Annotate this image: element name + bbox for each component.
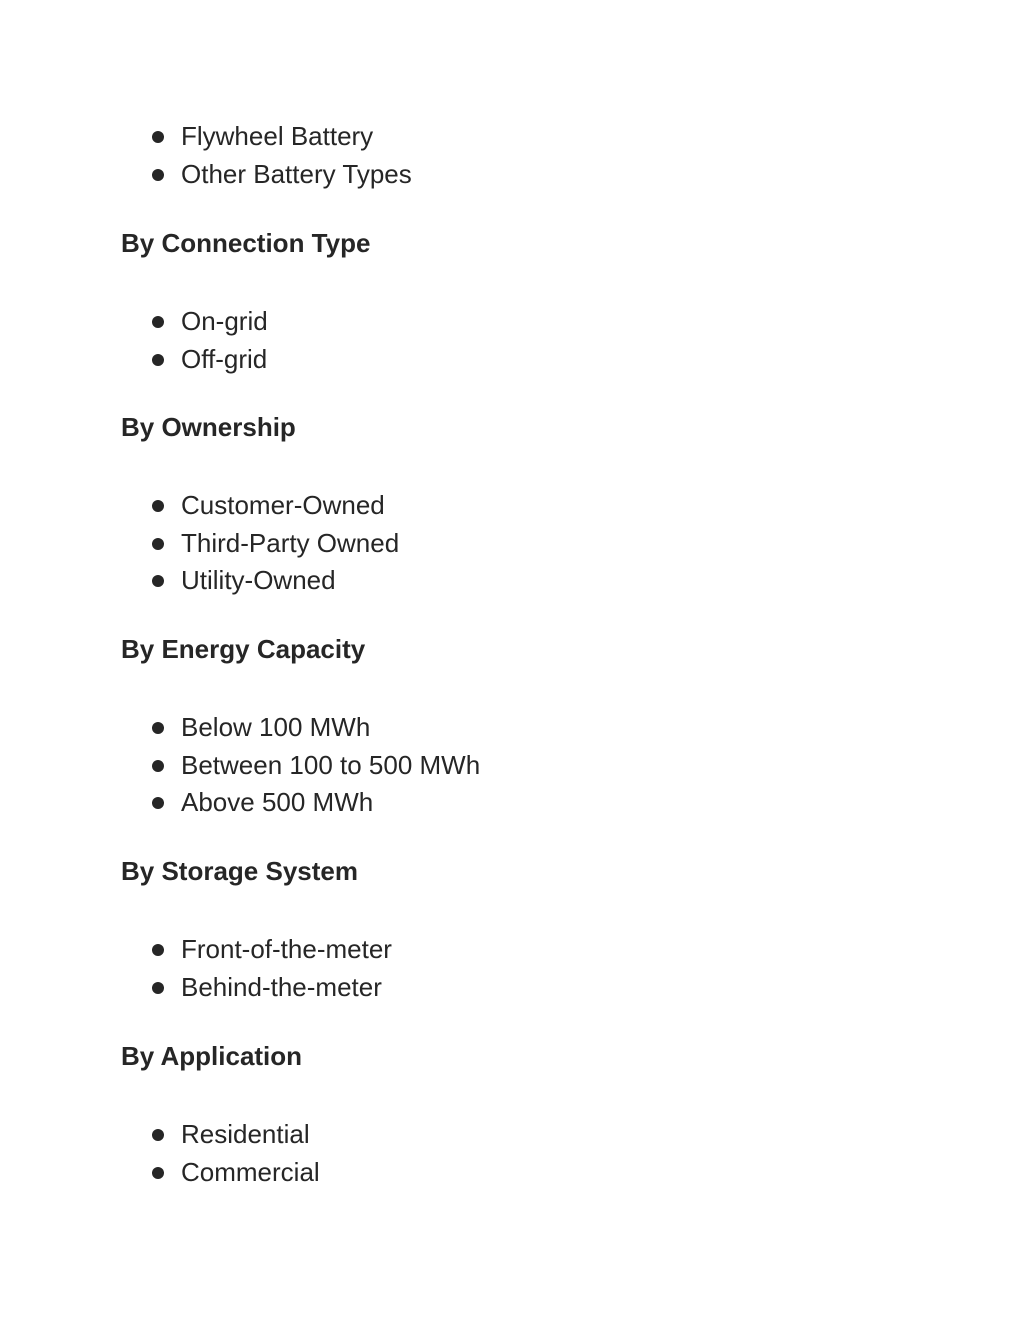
list-item [152,784,480,822]
bullet-icon [152,797,164,809]
list-item [152,562,399,600]
list-item [152,156,412,194]
bullet-icon [152,982,164,994]
list-item-label: Front-of-the-meter [181,934,392,964]
bullet-icon [152,316,164,328]
ownership-list [152,487,399,600]
connection-type-list [152,303,268,378]
list-item-label: Flywheel Battery [181,121,374,151]
bullet-icon [152,944,164,956]
list-item [152,118,412,156]
list-item-label: Commercial [181,1156,320,1187]
list-item-label: Utility-Owned [181,565,336,596]
list-item-label: Off-grid [181,343,268,374]
energy-capacity-list [152,709,480,822]
bullet-icon [152,760,164,772]
section-heading-ownership: By Ownership [121,412,296,442]
list-item-label: Customer-Owned [181,490,385,520]
list-item [152,1116,320,1154]
list-item [152,969,392,1007]
list-item-label: Third-Party Owned [181,527,400,558]
list-item [152,931,392,969]
list-item-label: Other Battery Types [181,158,412,189]
list-item [152,709,480,747]
list-item-label: Above 500 MWh [181,787,374,818]
list-item [152,303,268,341]
section-heading-application: By Application [121,1041,303,1071]
section-heading-storage-system: By Storage System [121,856,358,886]
bullet-icon [152,169,164,181]
battery-type-list [152,118,412,193]
list-item-label: Between 100 to 500 MWh [181,749,481,780]
storage-system-list [152,931,392,1006]
bullet-icon [152,131,164,143]
list-item [152,525,399,563]
bullet-icon [152,500,164,512]
bullet-icon [152,1129,164,1141]
section-heading-connection-type: By Connection Type [121,228,371,258]
application-list [152,1116,320,1191]
bullet-icon [152,722,164,734]
list-item [152,1154,320,1192]
bullet-icon [152,354,164,366]
list-item-label: Residential [181,1119,310,1149]
list-item-label: On-grid [181,306,268,336]
list-item [152,341,268,379]
list-item [152,487,399,525]
list-item [152,747,480,785]
bullet-icon [152,1167,164,1179]
section-heading-energy-capacity: By Energy Capacity [121,634,366,664]
list-item-label: Behind-the-meter [181,971,382,1002]
bullet-icon [152,538,164,550]
list-item-label: Below 100 MWh [181,712,371,742]
bullet-icon [152,575,164,587]
